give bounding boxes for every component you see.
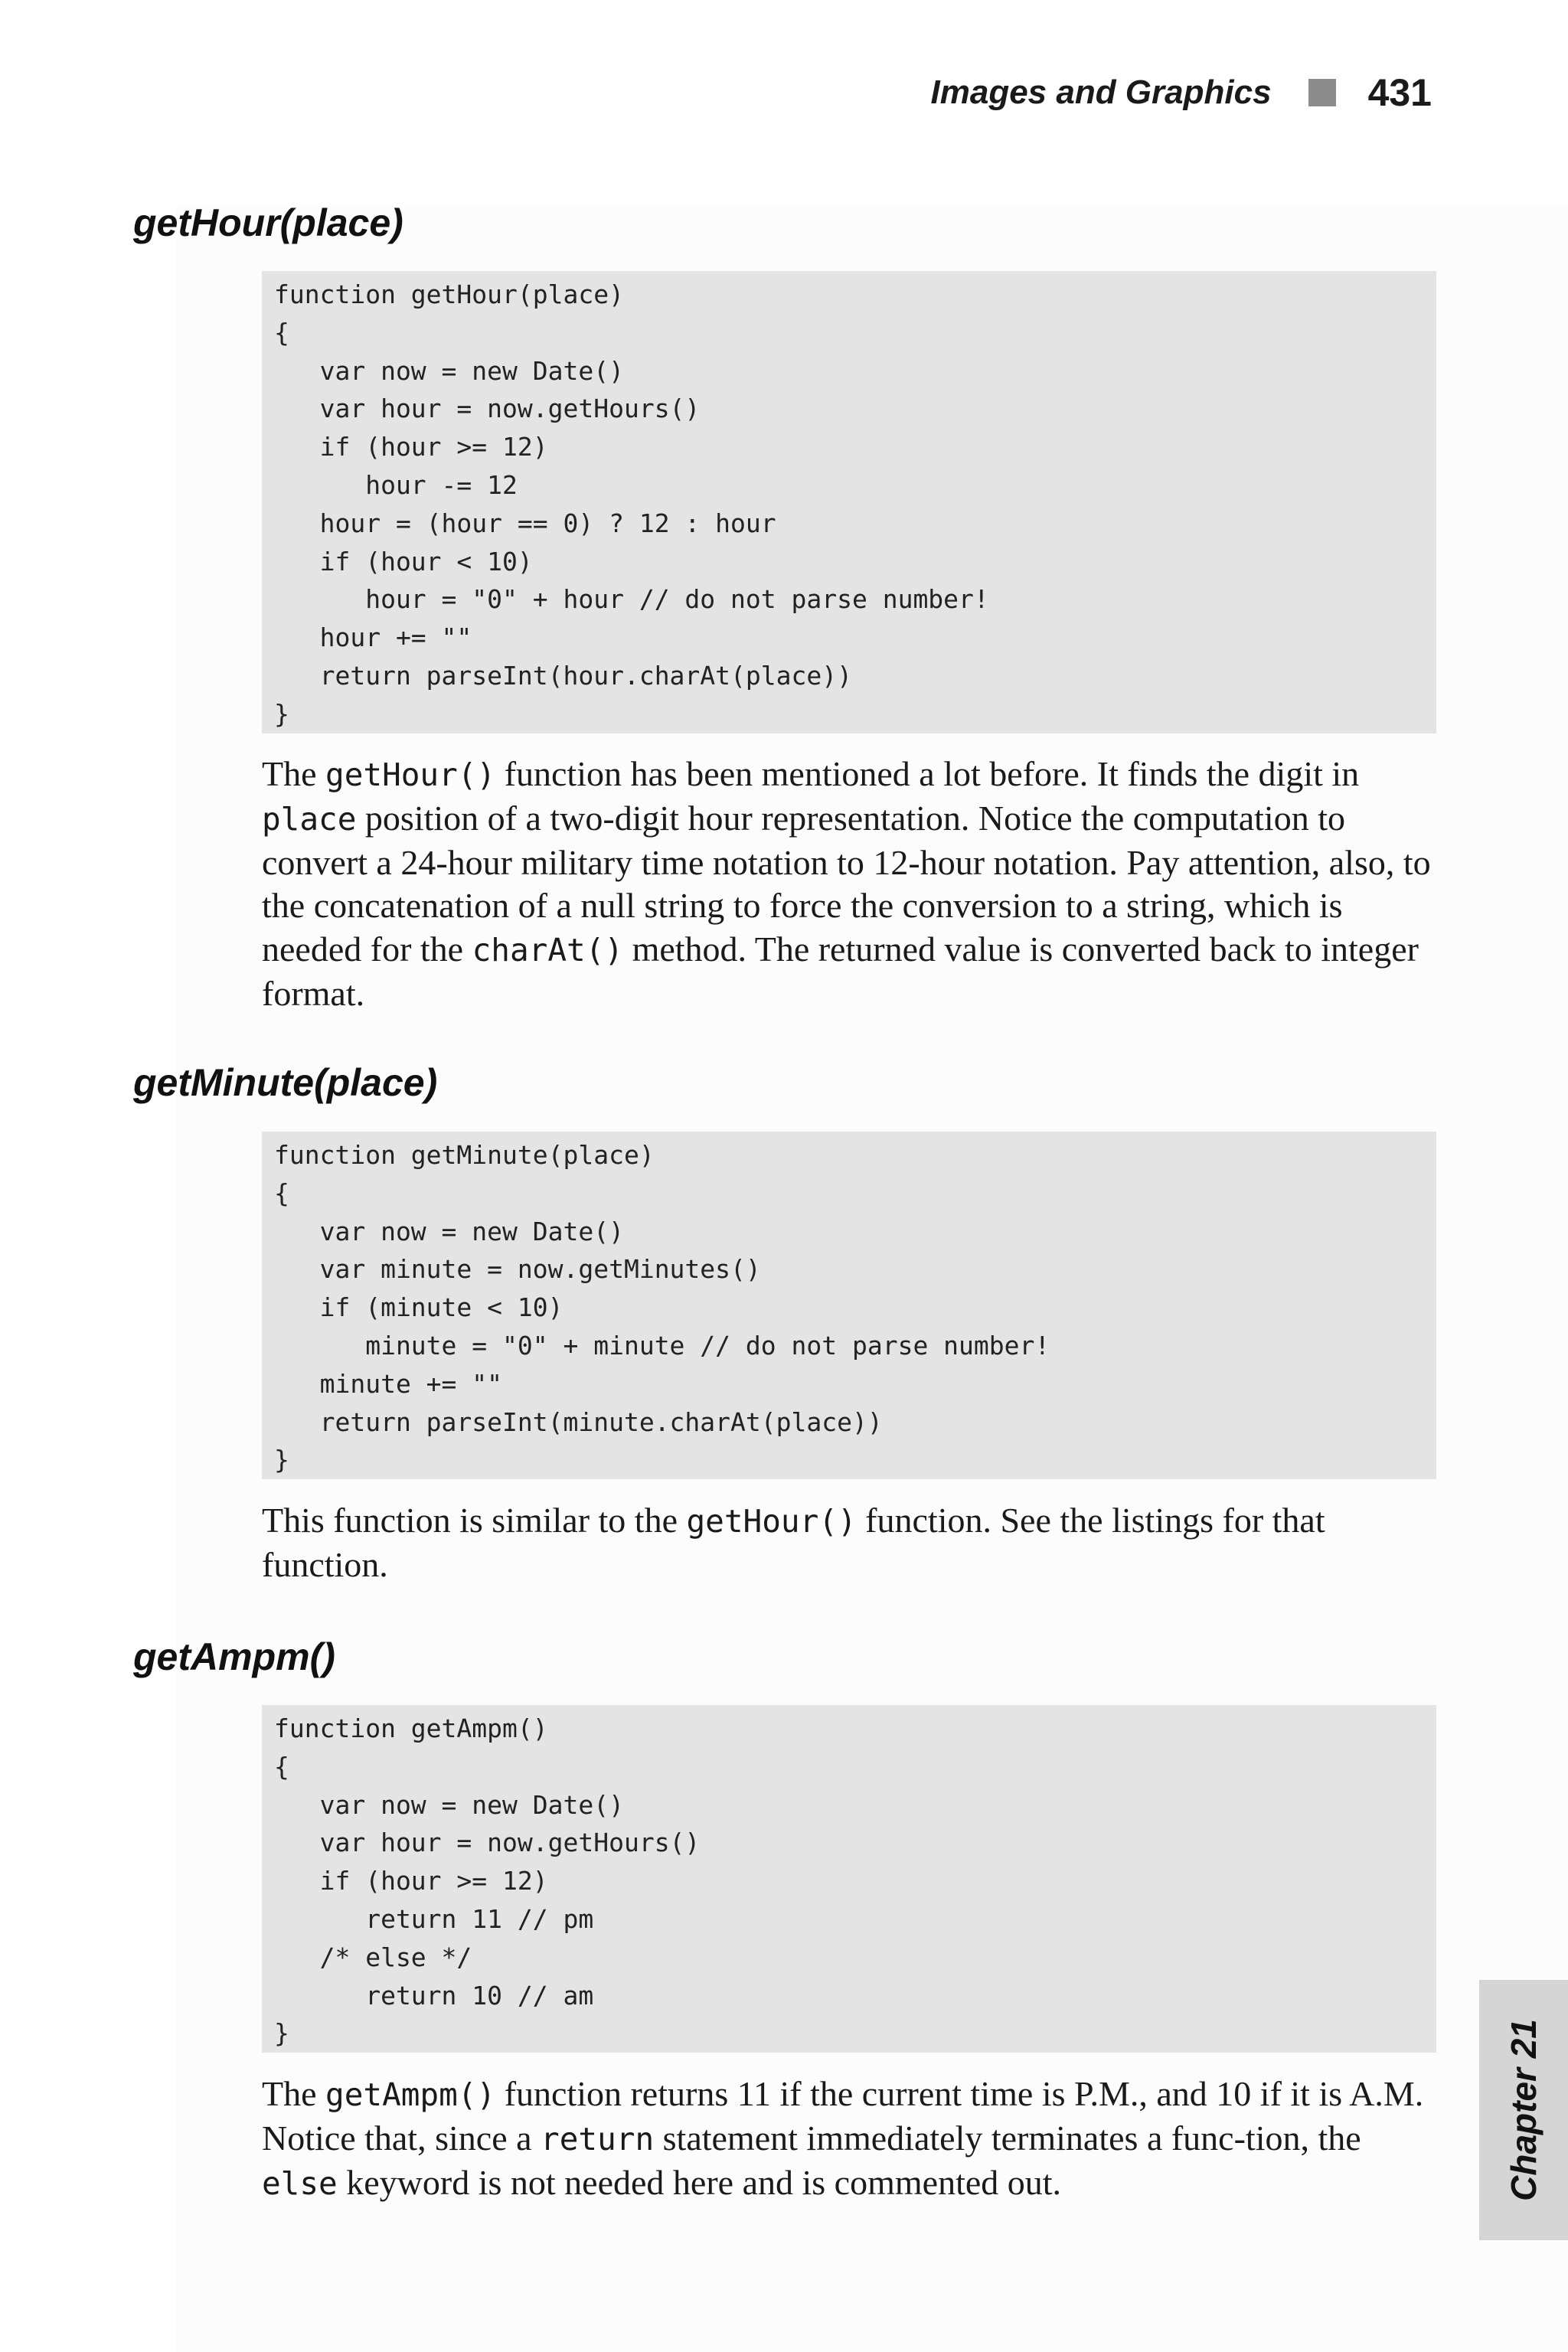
- page-number: 431: [1367, 71, 1432, 114]
- paragraph-text: keyword is not needed here and is commented out.: [337, 2162, 1062, 2202]
- inline-code: else: [262, 2164, 338, 2202]
- paragraph-text: position of a two-digit hour representation. Notice the computation to convert a 24-hour military time notation to 12-hour notation. Pay attention, also, to the concatenation of a null string to force the conversion to a string, which is needed for the: [262, 798, 1431, 969]
- paragraph-text: function has been mentioned a lot before. It finds the digit in: [495, 754, 1360, 793]
- body-paragraph: [262, 1499, 1441, 1587]
- code-line: return 10 // am: [274, 1980, 594, 2011]
- code-line: var now = new Date(): [274, 1789, 624, 1820]
- running-title: Images and Graphics: [930, 74, 1272, 111]
- code-line: return parseInt(minute.charAt(place)): [274, 1406, 883, 1437]
- paragraph-text: function. See the listings for that function.: [262, 1501, 1325, 1584]
- paragraph-text: method. The returned value is converted back to integer format.: [262, 929, 1419, 1013]
- code-line: function getAmpm(): [274, 1713, 548, 1743]
- section-heading: getAmpm(): [133, 1635, 335, 1678]
- code-line: function getMinute(place): [274, 1140, 655, 1170]
- inline-code: place: [262, 800, 357, 838]
- body-paragraph: [262, 2073, 1441, 2205]
- code-line: var now = new Date(): [274, 355, 624, 386]
- code-line: if (minute < 10): [274, 1292, 564, 1323]
- inline-code: getHour(): [325, 756, 496, 793]
- code-line: function getHour(place): [274, 279, 624, 309]
- code-line: return parseInt(hour.charAt(place)): [274, 660, 852, 691]
- section-heading: getHour(place): [133, 201, 403, 244]
- body-paragraph: [262, 753, 1441, 1016]
- code-line: {: [274, 317, 289, 348]
- chapter-tab: [1479, 1980, 1568, 2240]
- square-icon: [1308, 79, 1336, 106]
- inline-code: return: [541, 2120, 655, 2158]
- code-line: {: [274, 1751, 289, 1782]
- code-line: var minute = now.getMinutes(): [274, 1254, 761, 1285]
- paragraph-text: The: [262, 754, 326, 793]
- inline-code: charAt(): [472, 932, 624, 969]
- paragraph-text: statement immediately terminates a func-tion, the: [654, 2118, 1361, 2158]
- running-header: [931, 70, 1432, 115]
- code-line: hour = "0" + hour // do not parse number!: [274, 584, 989, 615]
- code-block-getminute: [262, 1132, 1436, 1479]
- section-heading: getMinute(place): [133, 1061, 438, 1104]
- code-line: var hour = now.getHours(): [274, 1828, 701, 1858]
- code-line: return 11 // pm: [274, 1903, 594, 1934]
- code-block-gethour: [262, 271, 1436, 733]
- paragraph-text: This function is similar to the: [262, 1501, 687, 1540]
- code-line: if (hour >= 12): [274, 1866, 548, 1896]
- chapter-label: Chapter 21: [1504, 2019, 1544, 2201]
- code-block-getampm: [262, 1705, 1436, 2053]
- code-line: if (hour < 10): [274, 546, 533, 577]
- code-line: }: [274, 698, 289, 729]
- code-line: var now = new Date(): [274, 1216, 624, 1246]
- code-line: /* else */: [274, 1942, 472, 1972]
- code-line: var hour = now.getHours(): [274, 394, 701, 424]
- code-line: minute = "0" + minute // do not parse number!: [274, 1330, 1050, 1361]
- paragraph-text: The: [262, 2074, 326, 2113]
- inline-code: getAmpm(): [325, 2076, 496, 2113]
- code-line: }: [274, 2018, 289, 2049]
- code-line: hour = (hour == 0) ? 12 : hour: [274, 508, 776, 538]
- code-line: }: [274, 1445, 289, 1475]
- code-line: if (hour >= 12): [274, 432, 548, 462]
- code-line: {: [274, 1178, 289, 1208]
- code-line: minute += "": [274, 1368, 503, 1399]
- inline-code: getHour(): [686, 1503, 857, 1540]
- paragraph-text: function returns 11 if the current time is P.M., and 10 if it is A.M. Notice that, since a: [262, 2074, 1424, 2158]
- code-line: hour -= 12: [274, 469, 518, 500]
- code-line: hour += "": [274, 622, 472, 653]
